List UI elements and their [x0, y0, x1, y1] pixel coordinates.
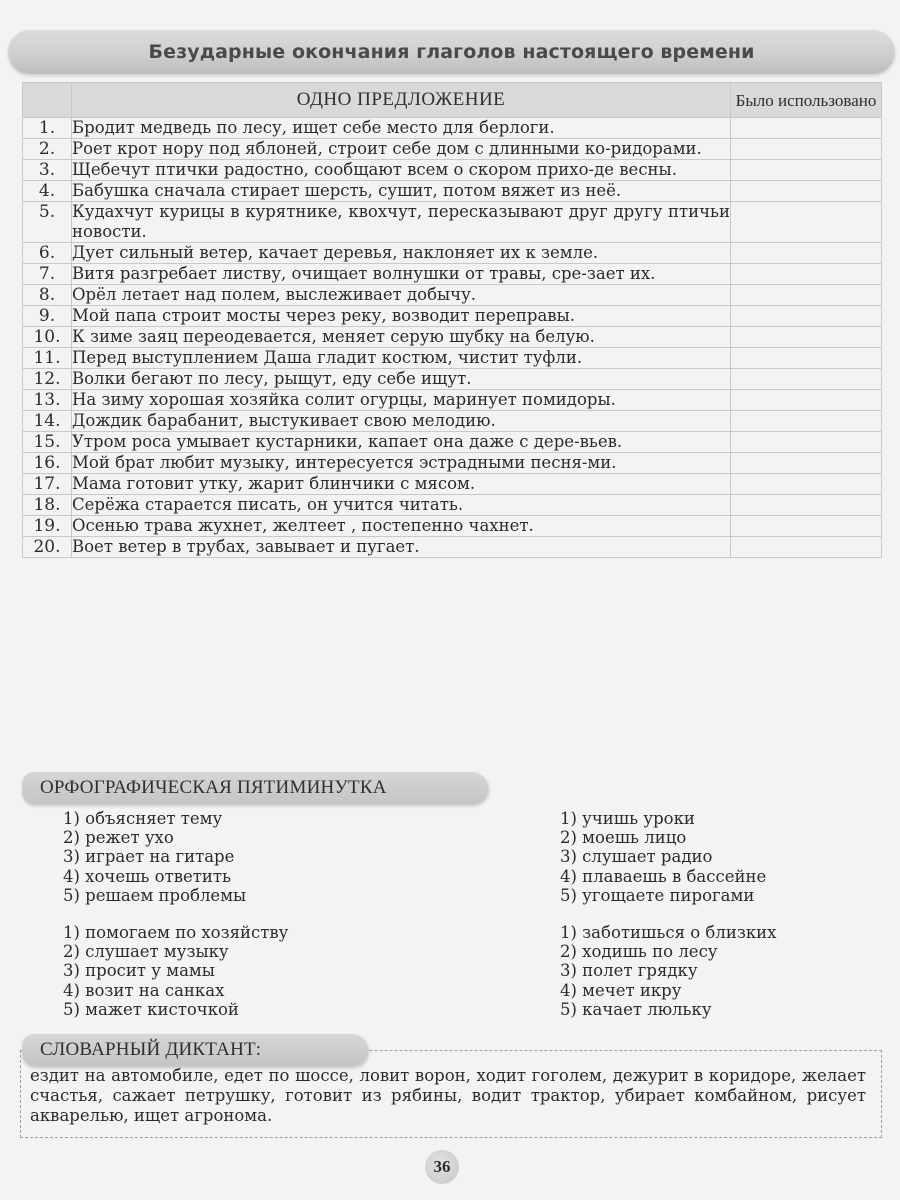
- table-row: [23, 139, 882, 160]
- row-number: 11.: [23, 348, 72, 369]
- row-used-cell[interactable]: [731, 495, 882, 516]
- list-item: 2) ходишь по лесу: [560, 942, 718, 962]
- row-used-cell[interactable]: [731, 202, 882, 243]
- row-used-cell[interactable]: [731, 264, 882, 285]
- row-sentence: Бабушка сначала стирает шерсть, сушит, потом вяжет из неё.: [72, 181, 731, 202]
- row-used-cell[interactable]: [731, 118, 882, 139]
- list-item: 1) помогаем по хозяйству: [63, 923, 289, 942]
- row-sentence: Утром роса умывает кустарники, капает она даже с дере-вьев.: [72, 432, 731, 453]
- row-sentence: Мой брат любит музыку, интересуется эстрадными песня-ми.: [72, 453, 731, 474]
- row-number: 12.: [23, 369, 72, 390]
- list-item: 5) решаем проблемы: [63, 885, 247, 905]
- list-item: 3) слушает радио: [560, 847, 713, 867]
- list-item: 1) объясняет тему: [63, 809, 223, 828]
- row-sentence: К зиме заяц переодевается, меняет серую шубку на белую.: [72, 327, 731, 348]
- list-item: 4) хочешь ответить: [63, 866, 232, 886]
- table-row: [23, 474, 882, 495]
- row-used-cell[interactable]: [731, 432, 882, 453]
- row-used-cell[interactable]: [731, 390, 882, 411]
- row-used-cell[interactable]: [731, 453, 882, 474]
- row-sentence: Волки бегают по лесу, рыщут, еду себе ищут.: [72, 369, 731, 390]
- row-sentence: Серёжа старается писать, он учится читать.: [72, 495, 731, 516]
- table-row: [23, 390, 882, 411]
- drill-group-4: [560, 923, 776, 1019]
- drill-group-1: [63, 809, 246, 905]
- table-row: [23, 516, 882, 537]
- row-number: 14.: [23, 411, 72, 432]
- table-row: [23, 202, 882, 243]
- row-used-cell[interactable]: [731, 327, 882, 348]
- table-header-row: [23, 83, 882, 118]
- list-item: 4) плаваешь в бассейне: [560, 866, 767, 886]
- row-number: 9.: [23, 306, 72, 327]
- row-sentence: Осенью трава жухнет, желтеет , постепенно чахнет.: [72, 516, 731, 537]
- sentences-table: [22, 82, 882, 558]
- table-row: [23, 495, 882, 516]
- row-used-cell[interactable]: [731, 306, 882, 327]
- row-number: 13.: [23, 390, 72, 411]
- table-row: [23, 411, 882, 432]
- dictation-text: ездит на автомобиле, едет по шоссе, ловит ворон, ходит гоголем, дежурит в коридоре, желает счастья, сажает петрушку, готовит из рябины, водит трактор, убирает комбайном, рисует акварелью, ищет агронома.: [30, 1066, 866, 1125]
- table-row: [23, 306, 882, 327]
- table-row: [23, 369, 882, 390]
- table-row: [23, 453, 882, 474]
- row-sentence: Мама готовит утку, жарит блинчики с мясом.: [72, 474, 731, 495]
- list-item: 2) режет ухо: [63, 828, 174, 848]
- row-used-cell[interactable]: [731, 411, 882, 432]
- row-number: 2.: [23, 139, 72, 160]
- row-sentence: Воет ветер в трубах, завывает и пугает.: [72, 537, 731, 558]
- row-sentence: Роет крот нору под яблоней, строит себе дом с длинными ко-ридорами.: [72, 139, 731, 160]
- page-number-badge: [425, 1150, 459, 1184]
- table-row: [23, 181, 882, 202]
- drill-group-2: [560, 809, 766, 905]
- row-sentence: Кудахчут курицы в курятнике, квохчут, пересказывают друг другу птичьи новости.: [72, 202, 730, 241]
- row-number: 16.: [23, 453, 72, 474]
- list-item: 5) мажет кисточкой: [63, 999, 239, 1019]
- list-item: 2) слушает музыку: [63, 942, 229, 962]
- table-row: [23, 264, 882, 285]
- row-used-cell[interactable]: [731, 285, 882, 306]
- list-item: 4) возит на санках: [63, 980, 225, 1000]
- row-number: 1.: [23, 118, 72, 139]
- table-row: [23, 243, 882, 264]
- list-item: 3) играет на гитаре: [63, 847, 235, 867]
- row-number: 5.: [23, 202, 72, 243]
- spelling-drill-header: [22, 772, 488, 804]
- drill-group-3: [63, 923, 288, 1019]
- row-number: 8.: [23, 285, 72, 306]
- row-used-cell[interactable]: [731, 348, 882, 369]
- row-number: 17.: [23, 474, 72, 495]
- row-sentence: Витя разгребает листву, очищает волнушки от травы, сре-зает их.: [72, 264, 731, 285]
- row-used-cell[interactable]: [731, 160, 882, 181]
- list-item: 3) полет грядку: [560, 961, 698, 981]
- row-sentence: На зиму хорошая хозяйка солит огурцы, маринует помидоры.: [72, 390, 731, 411]
- row-sentence: Перед выступлением Даша гладит костюм, чистит туфли.: [72, 348, 731, 369]
- row-number: 7.: [23, 264, 72, 285]
- spelling-drill-title: ОРФОГРАФИЧЕСКАЯ ПЯТИМИНУТКА: [40, 777, 387, 798]
- table-row: [23, 160, 882, 181]
- row-sentence: Дует сильный ветер, качает деревья, наклоняет их к земле.: [72, 243, 731, 264]
- row-sentence: Орёл летает над полем, выслеживает добычу.: [72, 285, 731, 306]
- list-item: 5) качает люльку: [560, 999, 712, 1019]
- row-used-cell[interactable]: [731, 537, 882, 558]
- row-number: 18.: [23, 495, 72, 516]
- page-title-banner: [8, 30, 895, 74]
- table-row: [23, 327, 882, 348]
- row-number: 20.: [23, 537, 72, 558]
- row-sentence: Дождик барабанит, выстукивает свою мелодию.: [72, 411, 731, 432]
- row-used-cell[interactable]: [731, 474, 882, 495]
- row-number: 3.: [23, 160, 72, 181]
- list-item: 1) заботишься о близких: [560, 923, 777, 942]
- row-sentence: Бродит медведь по лесу, ищет себе место для берлоги.: [72, 118, 731, 139]
- dictation-title: СЛОВАРНЫЙ ДИКТАНТ:: [40, 1039, 262, 1060]
- page-title: Безударные окончания глаголов настоящего времени: [148, 41, 755, 63]
- row-sentence: Мой папа строит мосты через реку, возводит переправы.: [72, 306, 731, 327]
- list-item: 1) учишь уроки: [560, 809, 695, 828]
- used-column-header: Было использовано: [731, 83, 882, 118]
- row-sentence: Щебечут птички радостно, сообщают всем о скором прихо-де весны.: [72, 160, 731, 181]
- row-used-cell[interactable]: [731, 139, 882, 160]
- table-row: [23, 537, 882, 558]
- dictation-header: [22, 1034, 368, 1066]
- row-used-cell[interactable]: [731, 181, 882, 202]
- list-item: 4) мечет икру: [560, 980, 682, 1000]
- page-number: 36: [433, 1157, 451, 1176]
- number-column-header: [23, 83, 72, 118]
- row-used-cell[interactable]: [731, 516, 882, 537]
- row-used-cell[interactable]: [731, 243, 882, 264]
- row-number: 19.: [23, 516, 72, 537]
- list-item: 3) просит у мамы: [63, 961, 215, 981]
- row-number: 6.: [23, 243, 72, 264]
- row-number: 4.: [23, 181, 72, 202]
- table-row: [23, 118, 882, 139]
- table-row: [23, 285, 882, 306]
- sentence-column-header: ОДНО ПРЕДЛОЖЕНИЕ: [72, 83, 731, 118]
- list-item: 2) моешь лицо: [560, 828, 687, 848]
- list-item: 5) угощаете пирогами: [560, 885, 755, 905]
- row-used-cell[interactable]: [731, 369, 882, 390]
- table-row: [23, 432, 882, 453]
- row-number: 15.: [23, 432, 72, 453]
- table-row: [23, 348, 882, 369]
- row-number: 10.: [23, 327, 72, 348]
